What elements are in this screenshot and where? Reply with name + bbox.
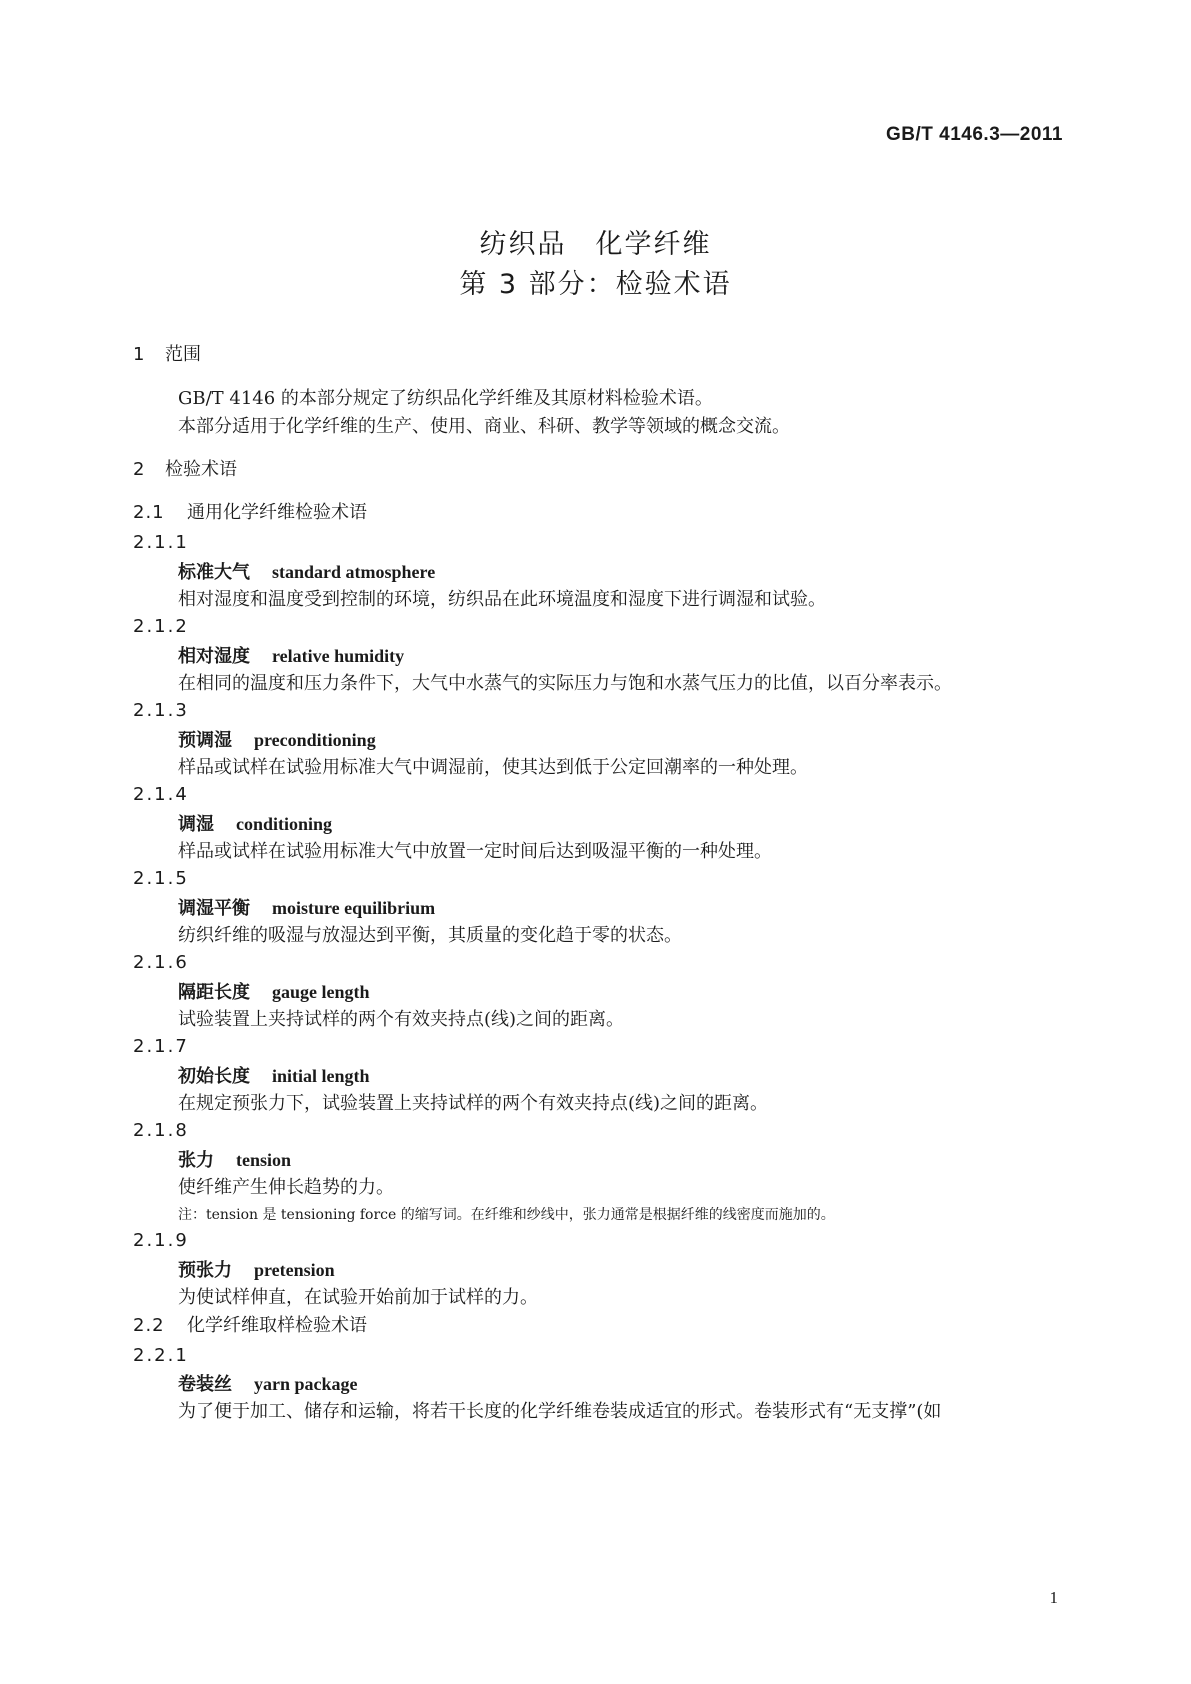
clause-number: 2.1.3 [133,700,189,721]
term-entry [178,643,404,670]
title-line-2: 第 3 部分：检验术语 [459,269,732,300]
term-english: relative humidity [272,646,405,666]
subsection-number: 2.1 [133,502,165,523]
section-number: 2 [133,459,145,480]
term-english: preconditioning [254,730,376,750]
subsection-2-2-heading [133,1313,367,1339]
section-inspection-heading [133,457,237,483]
term-chinese: 卷装丝 [178,1374,232,1395]
term-entry [178,1257,335,1284]
standard-code: GB/T 4146.3—2011 [886,124,1063,145]
term-definition: 使纤维产生伸长趋势的力。 [178,1177,394,1198]
clause-number: 2.1.7 [133,1036,189,1057]
term-chinese: 初始长度 [178,1066,250,1087]
term-chinese: 调湿平衡 [178,898,250,919]
subsection-title: 化学纤维取样检验术语 [187,1315,367,1336]
clause-number: 2.1.1 [133,532,189,553]
clause-number: 2.2.1 [133,1345,189,1366]
term-definition: 在规定预张力下，试验装置上夹持试样的两个有效夹持点(线)之间的距离。 [178,1093,769,1114]
scope-paragraph-1: GB/T 4146 的本部分规定了纺织品化学纤维及其原材料检验术语。 [178,388,713,409]
section-title: 检验术语 [165,459,237,480]
term-note: 注：tension 是 tensioning force 的缩写词。在纤维和纱线中，张力通常是根据纤维的线密度而施加的。 [178,1207,835,1223]
term-english: initial length [272,1066,370,1086]
section-number: 1 [133,344,145,365]
term-definition: 纺织纤维的吸湿与放湿达到平衡，其质量的变化趋于零的状态。 [178,925,682,946]
term-chinese: 标准大气 [178,562,250,583]
subsection-2-1-heading [133,500,367,526]
term-definition: 为了便于加工、储存和运输，将若干长度的化学纤维卷装成适宜的形式。卷装形式有“无支撑”(如 [178,1401,942,1422]
term-chinese: 相对湿度 [178,646,250,667]
clause-number: 2.1.9 [133,1230,189,1251]
term-definition: 试验装置上夹持试样的两个有效夹持点(线)之间的距离。 [178,1009,625,1030]
term-entry [178,979,370,1006]
term-entry [178,895,435,922]
term-chinese: 预张力 [178,1260,232,1281]
page-number: 1 [1049,1588,1058,1607]
term-chinese: 调湿 [178,814,214,835]
term-definition: 样品或试样在试验用标准大气中调湿前，使其达到低于公定回潮率的一种处理。 [178,757,808,778]
subsection-title: 通用化学纤维检验术语 [187,502,367,523]
title-line-1: 纺织品 化学纤维 [479,229,712,260]
subsection-number: 2.2 [133,1315,165,1336]
term-entry [178,559,435,586]
clause-number: 2.1.6 [133,952,189,973]
term-definition: 为使试样伸直，在试验开始前加于试样的力。 [178,1287,538,1308]
clause-number: 2.1.8 [133,1120,189,1141]
term-english: pretension [254,1260,335,1280]
term-chinese: 张力 [178,1150,214,1171]
clause-number: 2.1.5 [133,868,189,889]
document-title [0,225,1191,305]
term-chinese: 预调湿 [178,730,232,751]
term-definition: 在相同的温度和压力条件下，大气中水蒸气的实际压力与饱和水蒸气压力的比值，以百分率表示。 [178,673,952,694]
term-definition: 相对湿度和温度受到控制的环境，纺织品在此环境温度和湿度下进行调湿和试验。 [178,589,826,610]
term-entry [178,727,376,754]
clause-number: 2.1.2 [133,616,189,637]
term-definition: 样品或试样在试验用标准大气中放置一定时间后达到吸湿平衡的一种处理。 [178,841,772,862]
term-english: yarn package [254,1374,358,1394]
term-chinese: 隔距长度 [178,982,250,1003]
term-english: gauge length [272,982,370,1002]
term-entry [178,1063,370,1090]
scope-paragraph-2: 本部分适用于化学纤维的生产、使用、商业、科研、教学等领域的概念交流。 [178,416,790,437]
term-english: tension [236,1150,292,1170]
section-scope-heading [133,342,201,368]
term-english: standard atmosphere [272,562,436,582]
clause-number: 2.1.4 [133,784,189,805]
term-english: conditioning [236,814,333,834]
section-title: 范围 [165,344,201,365]
term-entry [178,1147,291,1174]
term-entry [178,1371,358,1398]
term-entry [178,811,332,838]
term-english: moisture equilibrium [272,898,436,918]
